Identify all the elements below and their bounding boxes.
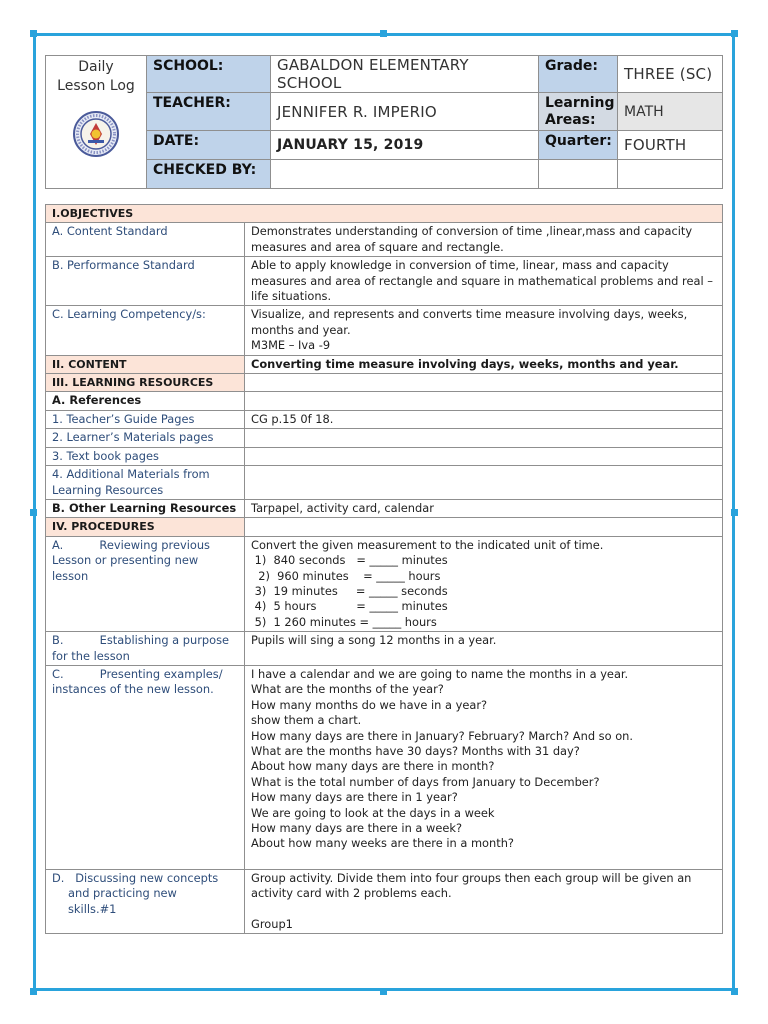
procedure-a-line: Convert the given measurement to the indicated unit of time. (251, 537, 604, 552)
procedure-c-line: We are going to look at the days in a week (251, 805, 495, 820)
additional-materials-label: 4. Additional Materials from Learning Resources (46, 466, 245, 500)
empty-cell (618, 160, 723, 189)
procedure-a-label-line: A. Reviewing previous (52, 537, 210, 552)
border-edge-handle (30, 509, 37, 516)
checked-by-value (271, 160, 539, 189)
procedure-d-group: Group1 (251, 917, 293, 932)
competency-code: M3ME – Iva -9 (251, 338, 331, 353)
procedure-b-text: Pupils will sing a song 12 months in a year. (245, 632, 723, 666)
procedure-c-line: What are the months have 30 days? Months with 31 day? (251, 744, 580, 758)
date-label: DATE: (147, 131, 271, 160)
date-value: JANUARY 15, 2019 (271, 131, 539, 160)
performance-standard-label: B. Performance Standard (46, 257, 245, 306)
procedure-a-label-line: Lesson or presenting new (52, 553, 199, 568)
checked-by-label: CHECKED BY: (147, 160, 271, 189)
procedure-c-line: What is the total number of days from January to December? (251, 774, 600, 789)
school-label: SCHOOL: (147, 56, 271, 93)
empty-cell (245, 429, 723, 447)
teacher-label: TEACHER: (147, 93, 271, 131)
procedure-a-line: 2) 960 minutes = _____ hours (251, 568, 441, 583)
procedure-c-line: How many months do we have in a year? (251, 697, 488, 712)
empty-cell (245, 518, 723, 536)
procedure-d-label (46, 869, 245, 934)
border-corner-handle (30, 988, 37, 995)
procedure-c-line: About how many weeks are there in a month? (251, 836, 514, 851)
procedure-d-text: Group activity. Divide them into four groups then each group will be given an activity card with 2 problems each. (251, 870, 692, 901)
title-line-2: Lesson Log (57, 78, 135, 94)
procedure-c-line: How many days are there in a week? (251, 821, 463, 836)
grade-value: THREE (SC) (618, 56, 723, 93)
other-resources-label: B. Other Learning Resources (46, 499, 245, 517)
border-edge-handle (380, 988, 387, 995)
procedure-a-line: 3) 19 minutes = _____ seconds (251, 583, 448, 598)
performance-standard-text: Able to apply knowledge in conversion of time, linear, mass and capacity measures and area of rectangle and square in mathematical problems and real –life situations. (245, 257, 723, 306)
content-heading: II. CONTENT (46, 355, 245, 373)
quarter-label: Quarter: (539, 131, 618, 160)
content-standard-label: A. Content Standard (46, 223, 245, 257)
border-edge-handle (380, 30, 387, 37)
procedure-c-label-line: C. Presenting examples/ (52, 666, 223, 681)
learning-competency-text: Visualize, and represents and converts time measure involving days, weeks, months and year. (251, 307, 688, 337)
empty-cell (245, 374, 723, 392)
procedure-c-line: What are the months of the year? (251, 682, 444, 697)
procedure-b-label (46, 632, 245, 666)
title-cell (46, 56, 147, 189)
border-corner-handle (731, 30, 738, 37)
empty-cell (539, 160, 618, 189)
border-corner-handle (30, 30, 37, 37)
procedure-c-line: About how many days are there in month? (251, 759, 495, 774)
grade-label: Grade: (539, 56, 618, 93)
learning-competency-cell (245, 306, 723, 355)
content-standard-text: Demonstrates understanding of conversion of time ,linear,mass and capacity measures and area of square and rectangle. (245, 223, 723, 257)
learners-materials-label: 2. Learner’s Materials pages (46, 429, 245, 447)
objectives-heading: I.OBJECTIVES (46, 205, 723, 223)
teacher-value: JENNIFER R. IMPERIO (271, 93, 539, 131)
references-label: A. References (46, 392, 245, 410)
learning-areas-label: Learning Areas: (539, 93, 618, 131)
quarter-value: FOURTH (618, 131, 723, 160)
procedure-d-label-line: and practicing new (68, 886, 177, 901)
resources-heading: III. LEARNING RESOURCES (46, 374, 245, 392)
procedure-c-line: How many days are there in January? February? March? And so on. (251, 728, 634, 743)
procedure-c-line: I have a calendar and we are going to name the months in a year. (251, 666, 629, 681)
border-corner-handle (731, 988, 738, 995)
content-text: Converting time measure involving days, weeks, months and year. (245, 355, 723, 373)
empty-cell (245, 392, 723, 410)
procedure-d-label-line: D. Discussing new concepts (52, 870, 219, 885)
school-value: GABALDON ELEMENTARY SCHOOL (271, 56, 539, 93)
lesson-table (45, 204, 723, 934)
deped-seal-icon (72, 110, 120, 158)
procedure-b-label-line: for the lesson (52, 648, 130, 663)
teachers-guide-value: CG p.15 0f 18. (245, 410, 723, 428)
procedure-a-label-line: lesson (52, 568, 89, 583)
procedure-d-label-line: skills.#1 (68, 901, 117, 916)
learning-areas-value: MATH (618, 93, 723, 131)
empty-cell (245, 466, 723, 500)
procedure-a-label (46, 536, 245, 631)
teachers-guide-label: 1. Teacher’s Guide Pages (46, 410, 245, 428)
doc-title (48, 58, 144, 96)
title-line-1: Daily (78, 59, 114, 75)
header-table (45, 55, 723, 189)
procedure-c-label (46, 665, 245, 869)
procedure-c-label-line: instances of the new lesson. (52, 682, 214, 697)
procedure-c-line: How many days are there in 1 year? (251, 790, 458, 805)
procedure-c-line: show them a chart. (251, 713, 362, 728)
procedure-c-content (245, 665, 723, 869)
procedures-heading: IV. PROCEDURES (46, 518, 245, 536)
procedure-a-line: 5) 1 260 minutes = _____ hours (251, 614, 437, 629)
procedure-d-content (245, 869, 723, 934)
empty-cell (245, 447, 723, 465)
border-edge-handle (731, 509, 738, 516)
learning-competency-label: C. Learning Competency/s: (46, 306, 245, 355)
procedure-b-label-line: B. Establishing a purpose (52, 633, 230, 648)
procedure-a-content (245, 536, 723, 631)
procedure-a-line: 4) 5 hours = _____ minutes (251, 599, 448, 614)
procedure-a-line: 1) 840 seconds = _____ minutes (251, 553, 448, 568)
textbook-pages-label: 3. Text book pages (46, 447, 245, 465)
other-resources-value: Tarpapel, activity card, calendar (245, 499, 723, 517)
